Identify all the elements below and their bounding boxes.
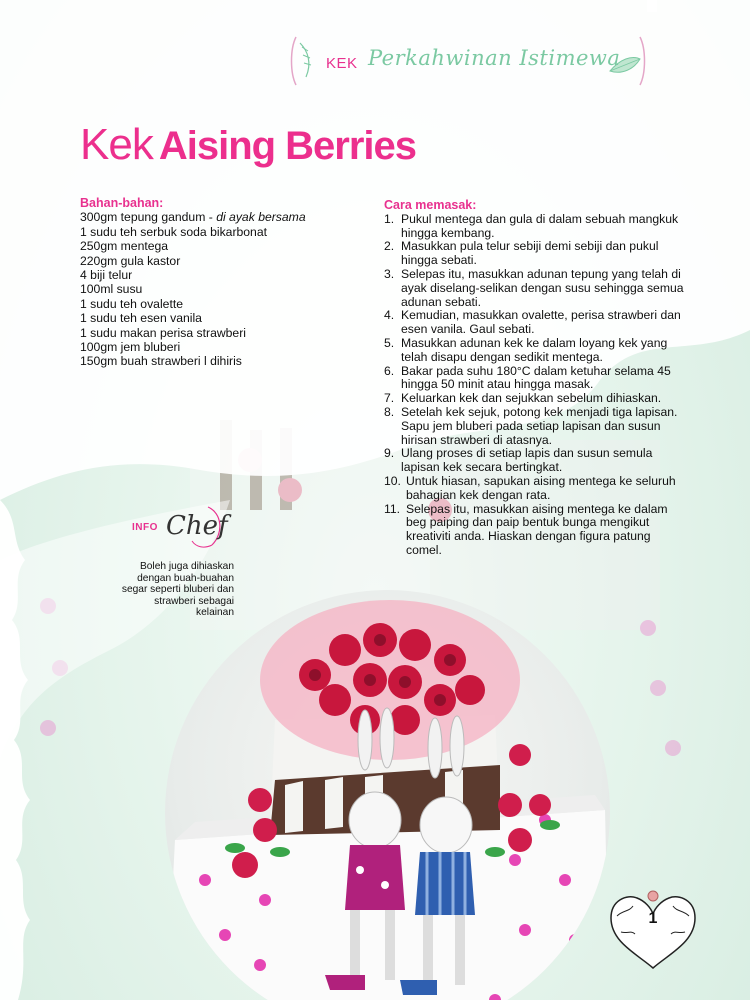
ingredient-item: 220gm gula kastor — [80, 253, 181, 268]
method-section — [384, 199, 684, 558]
ingredient-text: 300gm tepung gandum - — [80, 210, 217, 225]
chef-label: Chef — [166, 511, 228, 541]
step-number: 5. — [384, 335, 395, 350]
method-heading: Cara memasak: — [384, 198, 477, 212]
step-number: 6. — [384, 363, 395, 378]
ingredients-heading: Bahan-bahan: — [80, 196, 164, 210]
method-step — [384, 309, 684, 337]
ingredient-item: 1 sudu teh ovalette — [80, 296, 183, 311]
step-text: Kemudian, masukkan ovalette, perisa strawberi dan esen vanila. Gaul sebati. — [401, 308, 681, 337]
step-text: Setelah kek sejuk, potong kek menjadi tiga lapisan. Sapu jem bluberi pada setiap lapisan dan susun hirisan strawberi di atasnya. — [401, 404, 678, 447]
step-number: 1. — [384, 211, 395, 226]
ingredients-section — [80, 196, 370, 369]
step-number: 4. — [384, 308, 395, 323]
header-subtitle: Perkahwinan Istimewa — [368, 46, 621, 70]
method-step — [384, 337, 684, 365]
title-part-1: Kek — [80, 120, 153, 169]
ingredient-item: 1 sudu makan perisa strawberi — [80, 325, 246, 340]
method-step — [384, 392, 684, 406]
ingredient-item: 250gm mentega — [80, 239, 169, 254]
step-text: Selepas itu, masukkan aising mentega ke dalam beg paiping dan paip bentuk bunga mengikut kreativiti anda. Hiaskan dengan figura patung comel. — [406, 501, 668, 557]
info-chef-text: Boleh juga dihiaskan dengan buah-buahan segar seperti bluberi dan strawberi sebagai kelainan — [121, 561, 234, 619]
method-step — [384, 213, 684, 241]
method-step — [384, 447, 684, 475]
page-number: 1 — [648, 910, 658, 927]
header-category: KEK — [326, 55, 358, 72]
step-text: Bakar pada suhu 180°C dalam ketuhar selama 45 hingga 50 minit atau hingga masak. — [401, 363, 671, 392]
ingredient-item — [80, 210, 370, 224]
ingredient-item: 150gm buah strawberi l dihiris — [80, 354, 242, 369]
page-number-badge — [607, 880, 705, 970]
title-part-2: Aising Berries — [158, 124, 417, 168]
ingredient-item: 100ml susu — [80, 282, 143, 297]
ingredient-item: 100gm jem bluberi — [80, 340, 181, 355]
step-number: 9. — [384, 446, 395, 461]
ingredient-item: 4 biji telur — [80, 268, 133, 283]
step-number: 11. — [384, 501, 401, 516]
recipe-title — [80, 120, 416, 170]
step-text: Masukkan adunan kek ke dalam loyang kek yang telah disapu dengan sedikit mentega. — [401, 335, 668, 364]
step-text: Keluarkan kek dan sejukkan sebelum dihiaskan. — [401, 391, 662, 406]
step-text: Ulang proses di setiap lapis dan susun semula lapisan kek secara bertingkat. — [401, 446, 653, 475]
method-step — [384, 268, 684, 309]
step-number: 10. — [384, 473, 401, 488]
method-step — [384, 503, 684, 558]
cake-illustration — [165, 590, 610, 1000]
corner-mark — [647, 0, 657, 12]
ingredient-item: 1 sudu teh serbuk soda bikarbonat — [80, 224, 268, 239]
method-step — [384, 240, 684, 268]
step-text: Untuk hiasan, sapukan aising mentega ke seluruh bahagian kek dengan rata. — [406, 473, 676, 502]
ingredient-note: di ayak bersama — [216, 210, 306, 225]
step-text: Selepas itu, masukkan adunan tepung yang telah di ayak diselang-selikan dengan susu sehingga semua adunan sebati. — [401, 266, 684, 309]
ingredient-item: 1 sudu teh esen vanila — [80, 311, 202, 326]
info-label: INFO — [132, 522, 158, 533]
step-number: 7. — [384, 391, 395, 406]
method-steps-list — [384, 213, 684, 558]
method-step — [384, 406, 684, 447]
cake-photo — [165, 590, 610, 1000]
step-number: 3. — [384, 266, 395, 281]
method-step — [384, 365, 684, 393]
step-text: Pukul mentega dan gula di dalam sebuah mangkuk hingga kembang. — [401, 211, 679, 240]
section-header — [288, 33, 648, 89]
method-step — [384, 475, 684, 503]
step-number: 8. — [384, 404, 395, 419]
step-number: 2. — [384, 239, 395, 254]
step-text: Masukkan pula telur sebiji demi sebiji dan pukul hingga sebati. — [401, 239, 659, 268]
